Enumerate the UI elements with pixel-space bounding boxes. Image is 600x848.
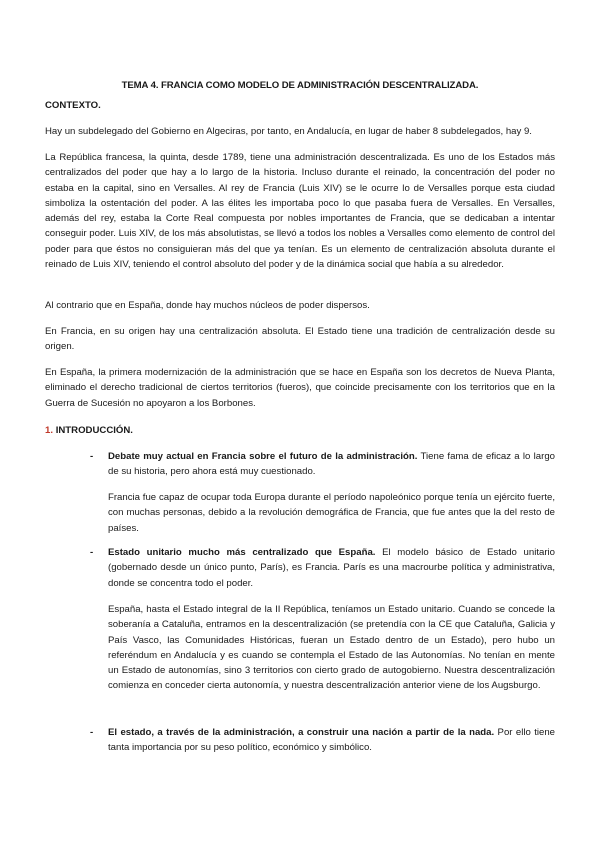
section-number: 1.	[45, 425, 54, 436]
paragraph-francia-origen: En Francia, en su origen hay una centralización absoluta. El Estado tiene una tradición de centralización desde su origen.	[45, 326, 555, 353]
paragraph-nueva-planta: En España, la primera modernización de la administración que se hace en España son los decretos de Nueva Planta, eliminado el derecho tradicional de ciertos territorios (fueros), que coincide precisamente con los territorios que en la Guerra de Sucesión no apoyaron a los Borbones.	[45, 367, 555, 409]
paragraph-subdelegado: Hay un subdelegado del Gobierno en Algeciras, por tanto, en Andalucía, en lugar de haber 8 subdelegados, hay 9.	[45, 126, 532, 137]
bullet-estado-unitario-bold: Estado unitario mucho más centralizado que España.	[108, 547, 376, 558]
dash-bullet: -	[90, 547, 94, 558]
section-heading-contexto: CONTEXTO.	[45, 100, 101, 111]
bullet-estado-unitario-text: El modelo básico de Estado unitario (gobernado desde un único punto, París), es Francia. París es una macrourbe política y administrativa, donde se concentra todo el poder.	[108, 547, 555, 589]
paragraph-napoleonico: Francia fue capaz de ocupar toda Europa durante el período napoleónico porque tenía un ejército fuerte, con muchas personas, debido a la revolución demográfica de Francia, que fue antes que la del resto de países.	[108, 492, 555, 534]
dash-bullet: -	[90, 451, 94, 462]
bullet-debate-text: Tiene fama de eficaz a lo largo de su historia, pero ahora está muy cuestionado.	[108, 451, 555, 478]
bullet-construir-nacion-text: Por ello tiene tanta importancia por su peso político, económico y simbólico.	[108, 727, 555, 754]
dash-bullet: -	[90, 727, 94, 738]
section-heading-introduccion	[45, 425, 133, 436]
bullet-debate-bold: Debate muy actual en Francia sobre el futuro de la administración.	[108, 451, 418, 462]
section-title: INTRODUCCIÓN.	[55, 425, 133, 436]
paragraph-espana-autonomias: España, hasta el Estado integral de la II República, teníamos un Estado unitario. Cuando se concede la soberanía a Cataluña, entramos en la descentralización (se pretendía con la CE que Cataluña, Galicia y País Vasco, las Comunidades Históricas, fueran un Estado dentro de un Estado), pero hubo un referéndum en Andalucía y es cuando se contempla el Estado de las Autonomías. No tenían en mente un Estado de autonomías, sino 3 territorios con cierto grado de autogobierno. Nuestra descentralización comienza en conceder cierta autonomía, y nuestra descentralización anterior viene de los Augsburgo.	[108, 604, 555, 692]
bullet-debate	[108, 449, 555, 480]
page-title: TEMA 4. FRANCIA COMO MODELO DE ADMINISTRACIÓN DESCENTRALIZADA.	[121, 80, 479, 91]
bullet-construir-nacion-bold: El estado, a través de la administración, a construir una nación a partir de la nada.	[108, 727, 495, 738]
bullet-estado-unitario	[108, 545, 555, 591]
bullet-construir-nacion	[108, 725, 555, 756]
paragraph-republica-francesa: La República francesa, la quinta, desde 1789, tiene una administración descentralizada. Es uno de los Estados más centralizados del poder que hay a lo largo de la historia. Incluso durante el reinado, la concentración del poder no estaba en la capital, sino en Versalles. Al rey de Francia (Luis XIV) se le ocurre lo de Versalles porque esta ciudad simboliza la ostentación del poder. A las élites les importaba poco lo que pasaba fuera de Versalles. En Versalles, además del rey, estaba la Corte Real compuesta por nobles importantes de Francia, que se dedicaban a intentar conseguir poder. Luis XIV, de los más absolutistas, se llevó a todos los nobles a Versalles como elemento de control del poder para que éstos no consiguieran más del que ya tenían. Es un elemento de centralización absoluta durante el reinado de Luis XIV, teniendo el control absoluto del poder y de la dinámica social que había a su alrededor.	[45, 152, 555, 271]
paragraph-espana-nucleos: Al contrario que en España, donde hay muchos núcleos de poder dispersos.	[45, 300, 370, 311]
